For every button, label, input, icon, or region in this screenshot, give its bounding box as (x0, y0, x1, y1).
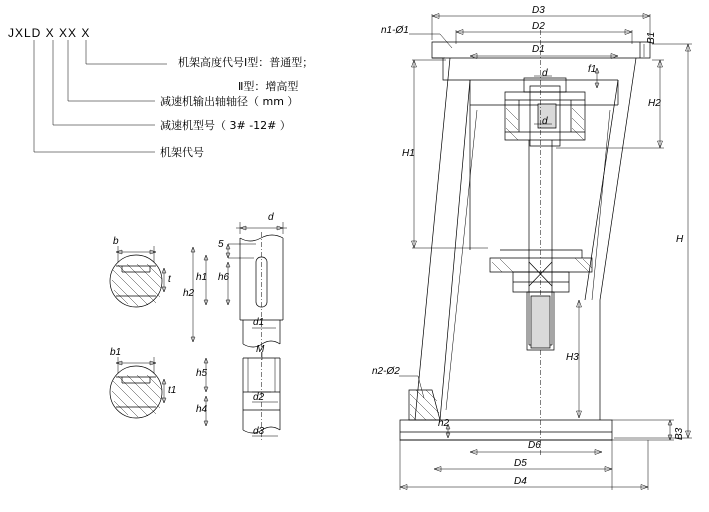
label-5: 5 (218, 239, 224, 250)
label-d3: d3 (253, 426, 265, 437)
label-t: t (168, 274, 171, 285)
shaft-section-circle-1 (110, 246, 166, 307)
code-leader-lines (34, 40, 167, 152)
label-H: H (676, 234, 684, 245)
label-t1: t1 (168, 385, 177, 396)
legend-item-frame-code: 机架代号 (160, 146, 204, 159)
label-D4: D4 (514, 476, 527, 487)
label-d1: d1 (253, 317, 265, 328)
label-d: d (268, 212, 274, 223)
label-b: b (113, 236, 119, 247)
label-D5: D5 (514, 458, 527, 469)
label-h6: h6 (218, 272, 230, 283)
legend-item-shaft-diameter: 减速机输出轴轴径（ mm ） (160, 95, 299, 108)
label-D2: D2 (532, 21, 545, 32)
label-h5: h5 (196, 368, 208, 379)
label-h1: h1 (196, 272, 208, 283)
shaft-section-circle-2 (110, 357, 166, 418)
label-n2-hole: n2-Ø2 (372, 366, 400, 377)
shaft-upper-view (191, 222, 287, 350)
legend-item-reducer-model: 减速机型号（ 3# -12# ） (160, 119, 291, 132)
label-f1: f1 (588, 64, 597, 75)
label-h2: h2 (183, 288, 195, 299)
shaft-lower-view (204, 352, 280, 440)
label-B1: B1 (646, 31, 657, 44)
legend-item-height-type: 机架高度代号Ⅰ型：普通型； (178, 56, 314, 69)
label-h2-base: h2 (438, 418, 450, 429)
label-d-lower: d (542, 116, 548, 127)
label-H1: H1 (402, 148, 415, 159)
label-d2: d2 (253, 392, 265, 403)
label-H2: H2 (648, 98, 661, 109)
label-D1: D1 (532, 44, 545, 55)
label-B3: B3 (674, 427, 685, 440)
label-D6: D6 (528, 440, 541, 451)
label-b1: b1 (110, 347, 122, 358)
assembly-elevation (400, 30, 650, 455)
label-D3: D3 (532, 5, 545, 16)
label-n1-hole: n1-Ø1 (381, 25, 409, 36)
label-M: M (256, 344, 265, 355)
label-d-upper: d (542, 68, 548, 79)
legend-item-height-type-2: Ⅱ型：增高型 (238, 80, 299, 93)
model-code-label: JXLD X XX X (8, 26, 91, 40)
label-H3: H3 (566, 352, 579, 363)
label-h4: h4 (196, 404, 208, 415)
